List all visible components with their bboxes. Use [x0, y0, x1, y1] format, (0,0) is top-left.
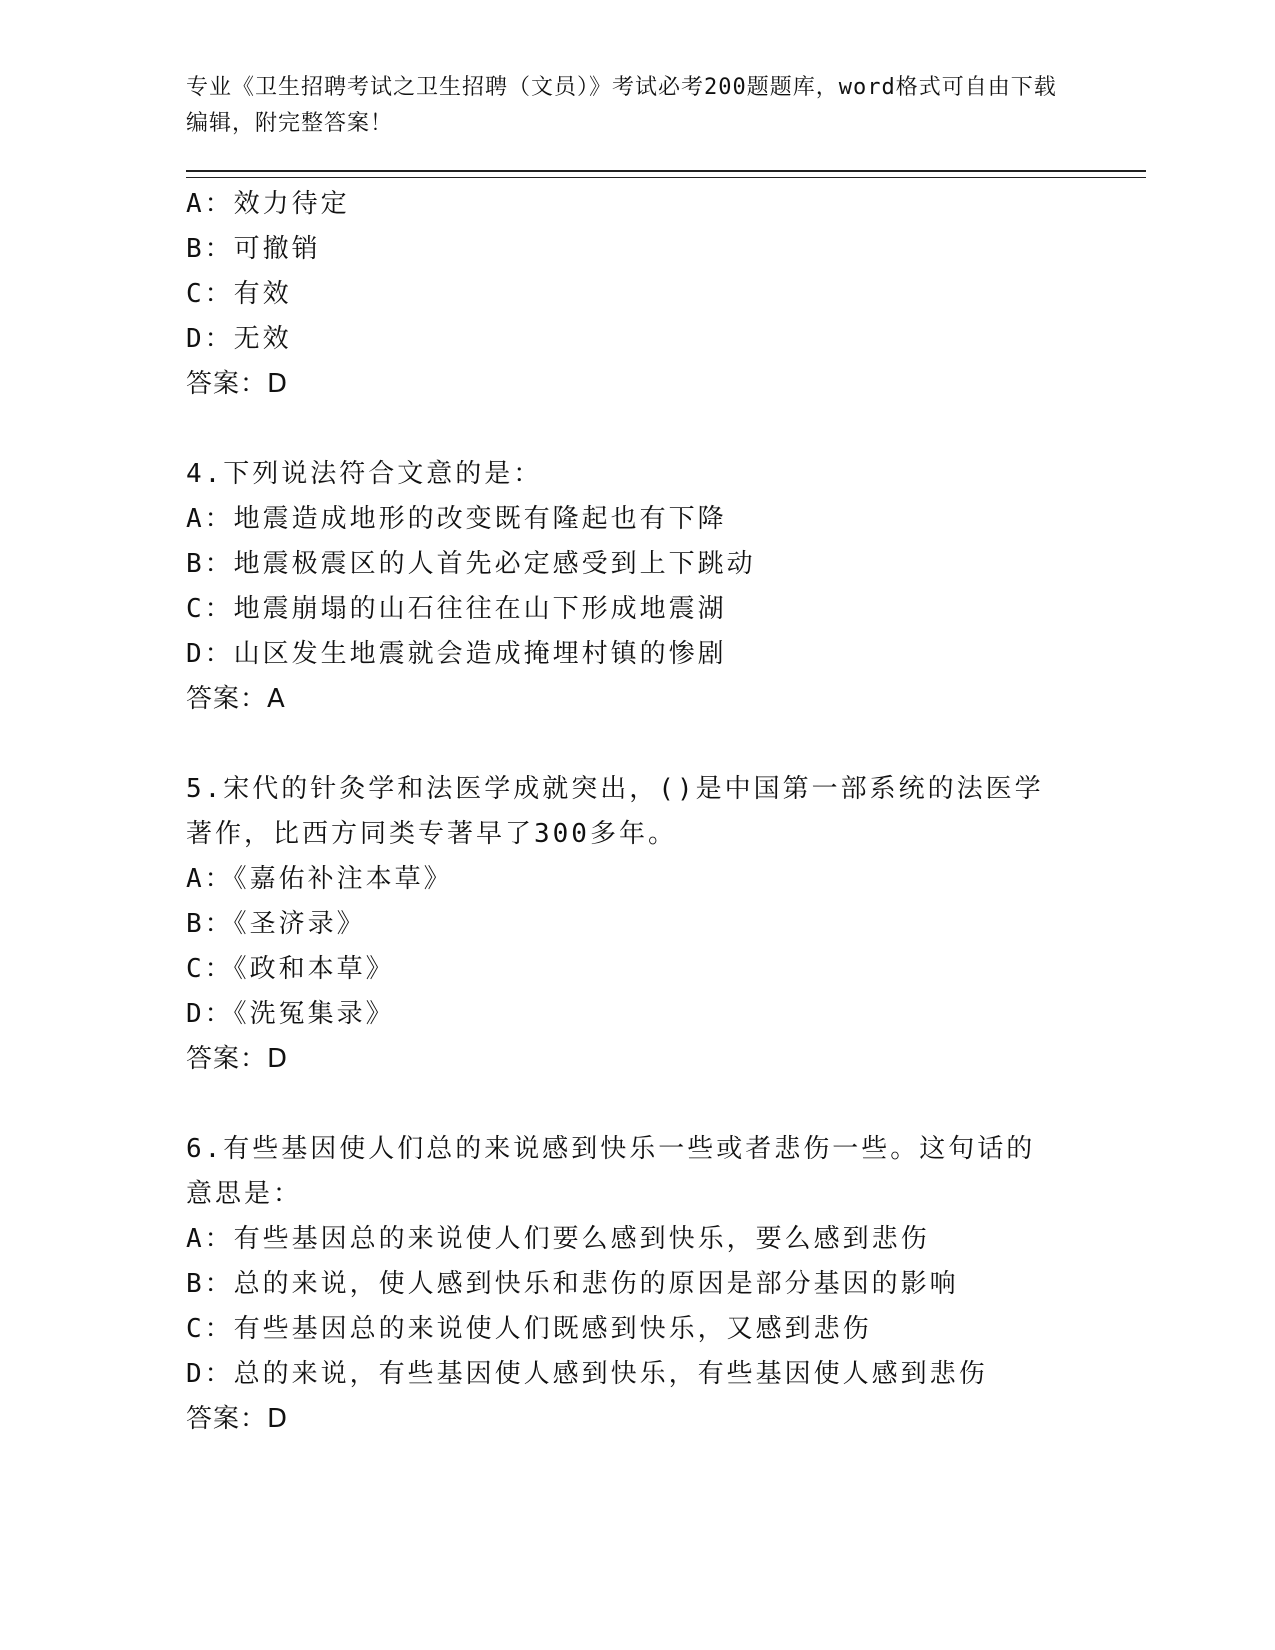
question-5 — [186, 767, 1146, 1082]
option-c: C：有效 — [186, 279, 292, 309]
option-d: D：《洗冤集录》 — [186, 999, 395, 1029]
answer: 答案：D — [186, 369, 289, 399]
option-c: C：《政和本草》 — [186, 954, 395, 984]
option-b: B：地震极震区的人首先必定感受到上下跳动 — [186, 549, 756, 579]
document-page — [186, 70, 1146, 1442]
question-text: 6.有些基因使人们总的来说感到快乐一些或者悲伤一些。这句话的意思是： — [186, 1134, 1036, 1209]
question-4 — [186, 452, 1146, 722]
answer: 答案：A — [186, 684, 286, 714]
option-d: D：总的来说，有些基因使人感到快乐，有些基因使人感到悲伤 — [186, 1359, 988, 1389]
option-b: B：总的来说，使人感到快乐和悲伤的原因是部分基因的影响 — [186, 1269, 959, 1299]
answer: 答案：D — [186, 1404, 289, 1434]
option-a: A：《嘉佑补注本草》 — [186, 864, 453, 894]
question-6 — [186, 1127, 1146, 1442]
option-c: C：地震崩塌的山石往往在山下形成地震湖 — [186, 594, 727, 624]
option-b: B：《圣济录》 — [186, 909, 366, 939]
option-d: D：无效 — [186, 324, 292, 354]
question-3 — [186, 182, 1146, 407]
option-a: A：有些基因总的来说使人们要么感到快乐，要么感到悲伤 — [186, 1224, 930, 1254]
document-header: 专业《卫生招聘考试之卫生招聘（文员）》考试必考200题题库，word格式可自由下载编辑，附完整答案！ — [186, 75, 1057, 136]
option-c: C：有些基因总的来说使人们既感到快乐，又感到悲伤 — [186, 1314, 872, 1344]
option-a: A：效力待定 — [186, 189, 350, 219]
question-text: 4.下列说法符合文意的是： — [186, 459, 543, 489]
header-divider — [186, 170, 1146, 178]
answer: 答案：D — [186, 1044, 289, 1074]
option-b: B：可撤销 — [186, 234, 321, 264]
question-text: 5.宋代的针灸学和法医学成就突出，()是中国第一部系统的法医学著作，比西方同类专著早了300多年。 — [186, 774, 1044, 849]
option-d: D：山区发生地震就会造成掩埋村镇的惨剧 — [186, 639, 727, 669]
option-a: A：地震造成地形的改变既有隆起也有下降 — [186, 504, 727, 534]
